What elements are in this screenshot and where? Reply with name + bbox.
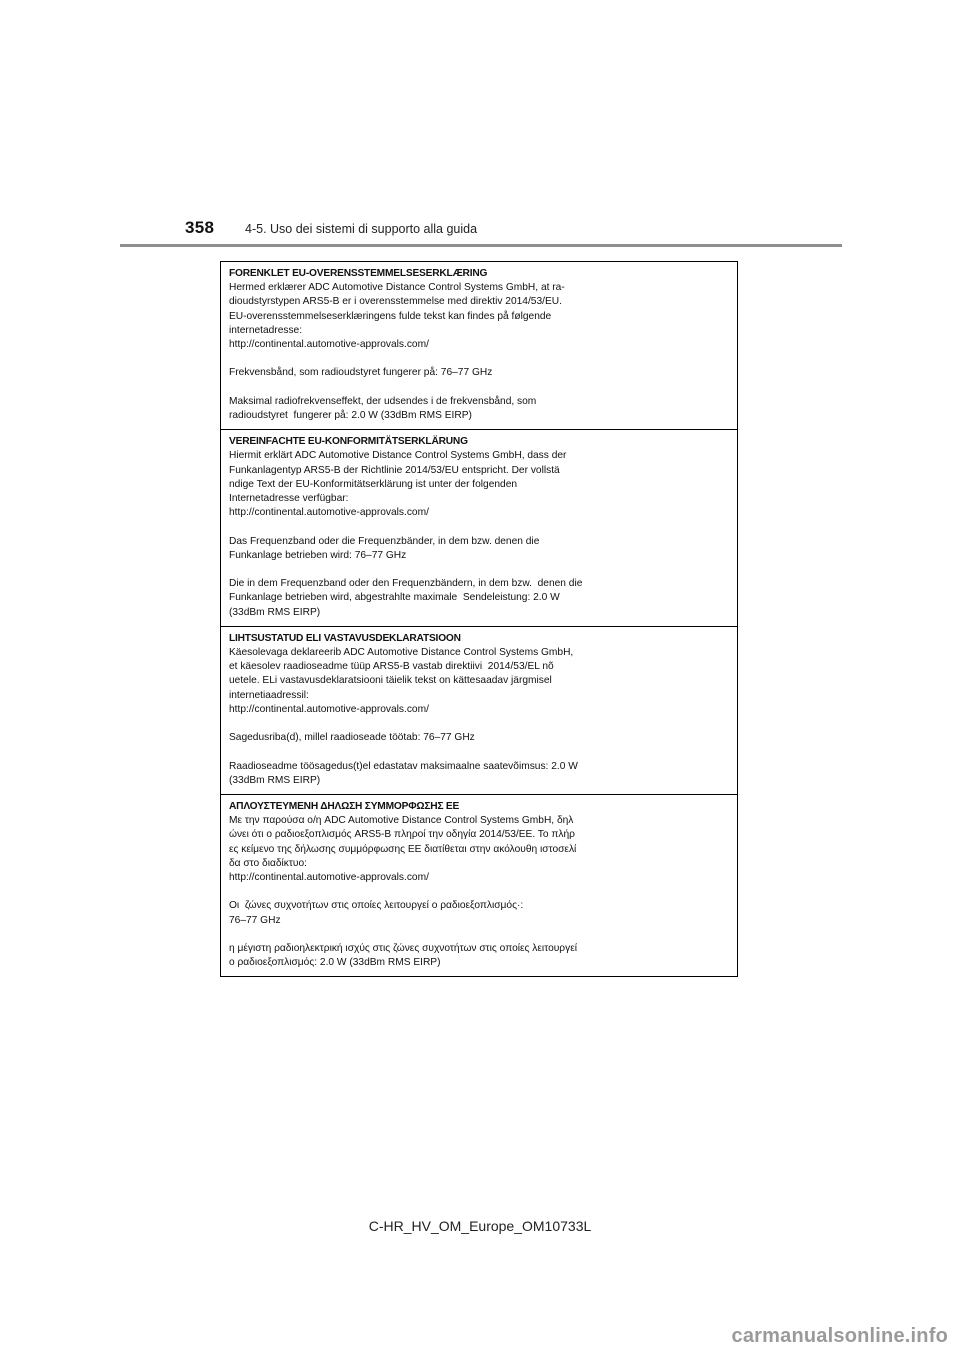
text-line: ο ραδιοεξοπλισμός: 2.0 W (33dBm RMS EIRP) — [229, 957, 441, 969]
text-line: Funkanlage betrieben wird: 76–77 GHz — [229, 549, 407, 561]
text-line: Hiermit erklärt ADC Automotive Distance Control Systems GmbH, dass der — [229, 450, 567, 462]
watermark: carmanualsonline.info — [731, 1325, 948, 1347]
text-line: Funkanlage betrieben wird, abgestrahlte maximale Sendeleistung: 2.0 W — [229, 592, 560, 604]
declaration-box — [220, 261, 738, 977]
section-title: 4-5. Uso dei sistemi di supporto alla guida — [245, 222, 478, 236]
url-line: http://continental.automotive-approvals.com/ — [229, 703, 429, 715]
declaration-german — [221, 430, 737, 627]
text-line: dioudstyrstypen ARS5-B er i overensstemmelse med direktiv 2014/53/EU. — [229, 296, 562, 308]
header-rule — [120, 244, 842, 247]
text-line: uetele. ELi vastavusdeklaratsiooni täielik tekst on kättesaadav järgmisel — [229, 675, 552, 687]
text-line: Οι ζώνες συχνοτήτων στις οποίες λειτουργεί ο ραδιοεξοπλισμός·: — [229, 900, 524, 912]
text-line: Sagedusriba(d), millel raadioseade töötab: 76–77 GHz — [229, 732, 475, 744]
declaration-danish — [221, 262, 737, 430]
text-line: radioudstyret fungerer på: 2.0 W (33dBm RMS EIRP) — [229, 410, 472, 421]
text-line: et käesolev raadioseadme tüüp ARS5-B vastab direktiivi 2014/53/EL nõ — [229, 661, 554, 673]
declaration-greek — [221, 795, 737, 976]
text-line: Hermed erklærer ADC Automotive Distance Control Systems GmbH, at ra- — [229, 282, 565, 294]
declaration-estonian — [221, 627, 737, 795]
text-line: internetadresse: — [229, 324, 303, 336]
text-line: ες κείμενο της δήλωσης συμμόρφωσης ΕΕ διατίθεται στην ακόλουθη ιστοσελί — [229, 843, 577, 855]
text-line: (33dBm RMS EIRP) — [229, 606, 321, 618]
text-line: Maksimal radiofrekvenseffekt, der udsendes i de frekvensbånd, som — [229, 395, 537, 407]
text-line: η μέγιστη ραδιοηλεκτρική ισχύς στις ζώνες συχνοτήτων στις οποίες λειτουργεί — [229, 943, 577, 955]
text-line: Funkanlagentyp ARS5-B der Richtlinie 2014/53/EU entspricht. Der vollstä — [229, 464, 560, 476]
text-line: Frekvensbånd, som radioudstyret fungerer på: 76–77 GHz — [229, 367, 493, 379]
text-line: Die in dem Frequenzband oder den Frequenzbändern, in dem bzw. denen die — [229, 578, 583, 590]
url-line: http://continental.automotive-approvals.com/ — [229, 339, 429, 351]
text-line: Käesolevaga deklareerib ADC Automotive Distance Control Systems GmbH, — [229, 647, 574, 659]
text-line: ndige Text der EU-Konformitätserklärung ist unter der folgenden — [229, 478, 518, 490]
declaration-title: LIHTSUSTATUD ELI VASTAVUSDEKLARATSIOON — [229, 632, 461, 644]
text-line: Das Frequenzband oder die Frequenzbänder, in dem bzw. denen die — [229, 535, 540, 547]
text-line: 76–77 GHz — [229, 914, 281, 926]
page-number: 358 — [185, 218, 215, 237]
document-code: C-HR_HV_OM_Europe_OM10733L — [368, 1218, 592, 1234]
text-line: Raadioseadme töösagedus(t)el edastatav maksimaalne saatevõimsus: 2.0 W — [229, 760, 578, 772]
text-line: Με την παρούσα ο/η ADC Automotive Distance Control Systems GmbH, δηλ — [229, 815, 574, 827]
url-line: http://continental.automotive-approvals.com/ — [229, 507, 429, 519]
text-line: internetiaadressil: — [229, 689, 309, 701]
declaration-title: FORENKLET EU-OVERENSSTEMMELSESERKLÆRING — [229, 268, 488, 279]
text-line: δα στο διαδίκτυο: — [229, 857, 307, 869]
text-line: (33dBm RMS EIRP) — [229, 774, 321, 786]
text-line: EU-overensstemmelseserklæringens fulde tekst kan findes på følgende — [229, 310, 552, 322]
url-line: http://continental.automotive-approvals.com/ — [229, 872, 429, 884]
declaration-title: ΑΠΛΟΥΣΤΕΥΜΕΝΗ ΔΗΛΩΣΗ ΣΥΜΜΟΡΦΩΣΗΣ ΕΕ — [229, 801, 460, 813]
text-line: ώνει ότι ο ραδιοεξοπλισμός ARS5-B πληροί την οδηγία 2014/53/ΕΕ. Το πλήρ — [229, 829, 575, 841]
text-line: Internetadresse verfügbar: — [229, 493, 349, 505]
declaration-title: VEREINFACHTE EU-KONFORMITÄTSERKLÄRUNG — [229, 436, 468, 448]
